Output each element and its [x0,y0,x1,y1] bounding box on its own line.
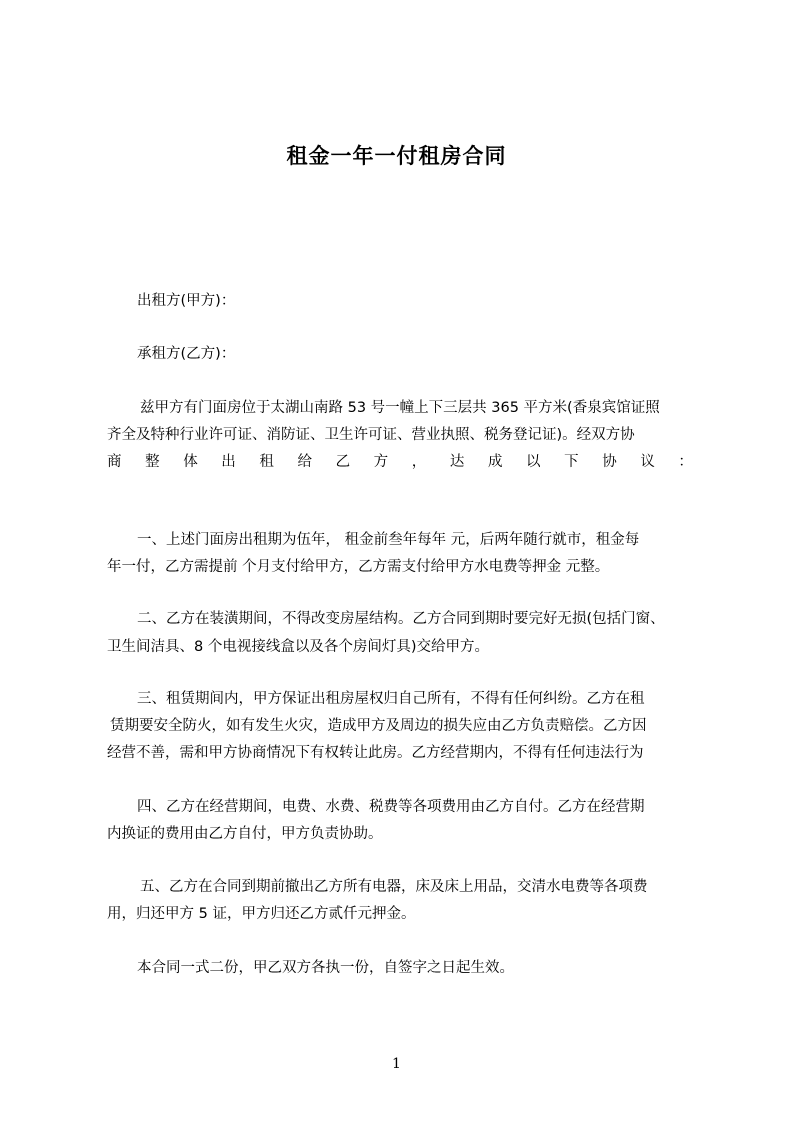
document-title: 租金一年一付租房合同 [286,144,507,168]
clause-1-line-2: 年一付，乙方需提前 个月支付给甲方，乙方需支付给甲方水电费等押金 元整。 [107,559,610,575]
clause-5-line-2: 用，归还甲方 5 证，甲方归还乙方贰仟元押金。 [107,906,416,922]
intro-char: 商 [107,454,122,470]
intro-char: 以 [526,454,541,470]
intro-char: 出 [221,454,236,470]
intro-char: 方 [373,454,389,470]
closing-statement: 本合同一式二份，甲乙双方各执一份，自签字之日起生效。 [137,960,514,976]
clause-3-line-1: 三、租赁期间内，甲方保证出租房屋权归自己所有，不得有任何纠纷。乙方在租 [137,691,645,707]
intro-char: 达 [449,454,465,470]
clause-5-line-1: 五、乙方在合同到期前撤出乙方所有电器，床及床上用品，交清水电费等各项费 [140,879,648,895]
intro-line-2: 齐全及特种行业许可证、消防证、卫生许可证、营业执照、税务登记证)。经双方协 [107,427,635,443]
clause-4-line-1: 四、乙方在经营期间，电费、水费、税费等各项费用由乙方自付。乙方在经营期 [137,799,645,815]
lessee-label: 承租方(乙方)： [137,346,236,362]
intro-char: 给 [297,454,312,470]
clause-4-line-2: 内换证的费用由乙方自付，甲方负责协助。 [107,826,383,842]
intro-char: 议 [640,454,655,470]
intro-char: 整 [145,454,160,470]
clause-1-line-1: 一、上述门面房出租期为伍年， 租金前叁年每年 元，后两年随行就市，租金每 [137,532,640,548]
clause-2-line-2: 卫生间洁具、8 个电视接线盒以及各个房间灯具)交给甲方。 [107,639,489,655]
intro-char: 协 [602,454,617,470]
intro-char: ， [411,454,427,470]
intro-line-3 [107,452,693,472]
intro-char: 成 [487,454,503,470]
clause-3-line-2: 赁期要安全防火，如有发生火灾，造成甲方及周边的损失应由乙方负责赔偿。乙方因 [110,718,647,734]
intro-char: 乙 [335,454,351,470]
intro-line-1: 兹甲方有门面房位于太湖山南路 53 号一幢上下三层共 365 平方米(香泉宾馆证照 [140,400,660,416]
intro-char: 租 [259,454,274,470]
clause-3-line-3: 经营不善，需和甲方协商情况下有权转让此房。乙方经营期内，不得有任何违法行为 [107,745,644,761]
intro-char: ： [678,454,693,470]
page-number: 1 [392,1056,401,1072]
clause-2-line-1: 二、乙方在装潢期间，不得改变房屋结构。乙方合同到期时要完好无损(包括门窗、 [137,611,665,627]
lessor-label: 出租方(甲方)： [137,293,236,309]
intro-char: 下 [564,454,579,470]
intro-char: 体 [183,454,198,470]
